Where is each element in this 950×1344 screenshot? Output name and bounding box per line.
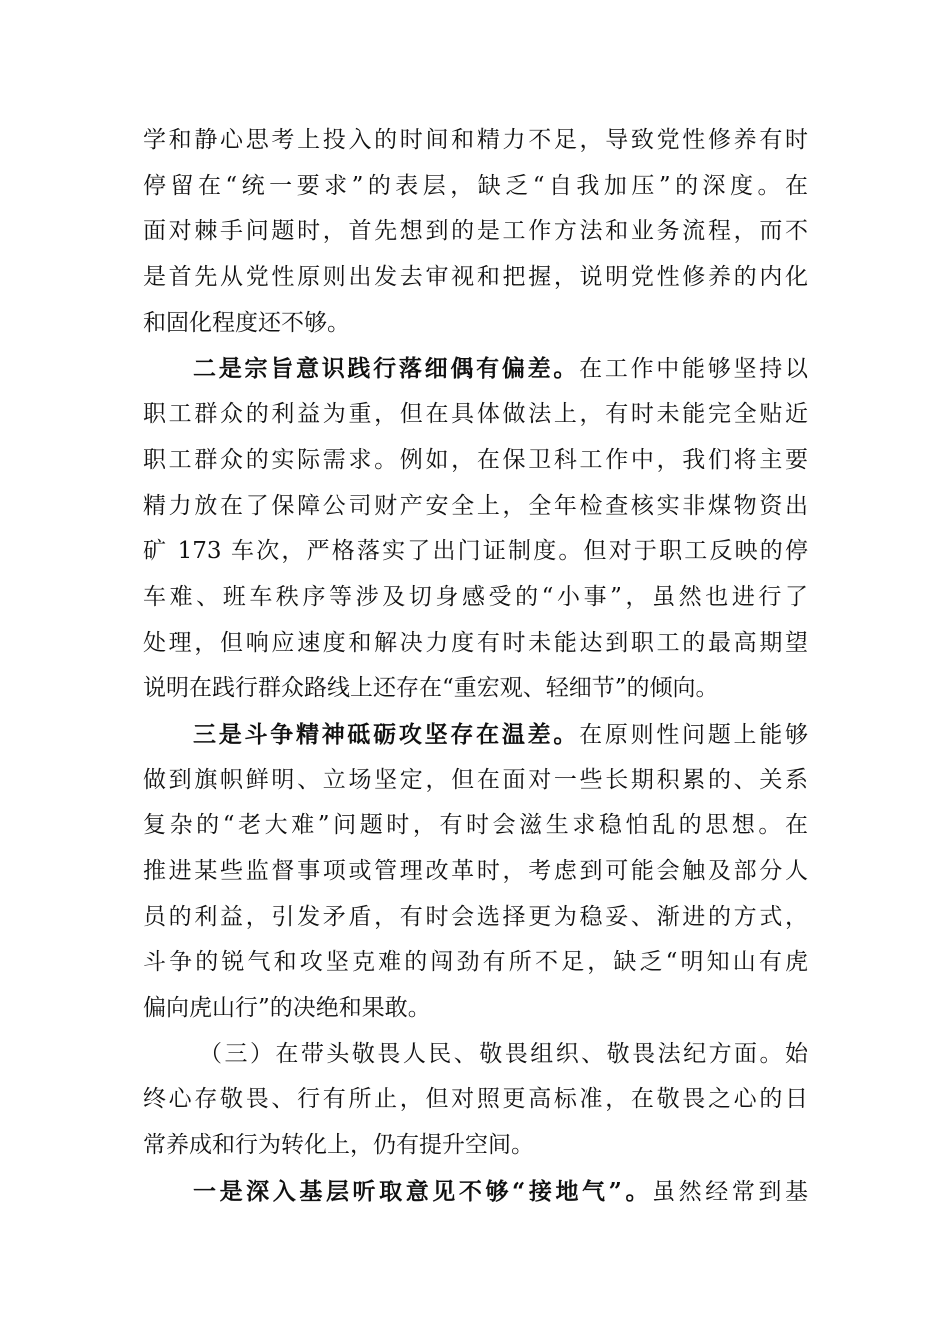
text-line: 斗争的锐气和攻坚克难的闯劲有所不足，缺乏“明知山有虎 <box>143 949 808 976</box>
text-run: 在工作中能够坚持以 <box>579 356 808 383</box>
text-line: 面对棘手问题时，首先想到的是工作方法和业务流程，而不 <box>143 218 808 245</box>
text-line: 和固化程度还不够。 <box>143 309 350 336</box>
text-line: 精力放在了保障公司财产安全上，全年检查核实非煤物资出 <box>143 492 808 519</box>
text-line: 矿 173 车次，严格落实了出门证制度。但对于职工反映的停 <box>143 538 808 565</box>
paragraph-heading: 二是宗旨意识践行落细偶有偏差。 <box>193 355 580 383</box>
text-line: 停留在“统一要求”的表层，缺乏“自我加压”的深度。在 <box>143 172 808 199</box>
text-run: 在原则性问题上能够 <box>579 721 808 748</box>
text-line: 终心存敬畏、行有所止，但对照更高标准，在敬畏之心的日 <box>143 1086 808 1113</box>
paragraph-fighting-spirit <box>143 712 808 1032</box>
text-line <box>143 1169 808 1215</box>
text-line: 推进某些监督事项或管理改革时，考虑到可能会触及部分人 <box>143 858 808 884</box>
text-line: 说明在践行群众路线上还存在“重宏观、轻细节”的倾向。 <box>143 675 719 702</box>
text-line: 职工群众的实际需求。例如，在保卫科工作中，我们将主要 <box>143 446 808 473</box>
text-line: 复杂的“老大难”问题时，有时会滋生求稳怕乱的思想。在 <box>143 812 808 839</box>
text-line: 员的利益，引发矛盾，有时会选择更为稳妥、渐进的方式， <box>143 903 808 930</box>
paragraph-heading: 一是深入基层听取意见不够“接地气”。 <box>193 1177 653 1205</box>
paragraph-party-cultivation <box>143 118 808 346</box>
text-line: 做到旗帜鲜明、立场坚定，但在面对一些长期积累的、关系 <box>143 766 808 793</box>
text-line: 职工群众的利益为重，但在具体做法上，有时未能完全贴近 <box>143 401 808 428</box>
text-line: 常养成和行为转化上，仍有提升空间。 <box>143 1132 534 1159</box>
text-line: 处理，但响应速度和解决力度有时未能达到职工的最高期望 <box>143 629 808 656</box>
paragraph-grassroots <box>143 1169 808 1215</box>
paragraph-purpose-awareness <box>143 346 808 712</box>
section-heading: （三）在带头敬畏人民、敬畏组织、敬畏法纪方面。始 <box>199 1040 808 1067</box>
paragraph-heading: 三是斗争精神砥砺攻坚存在温差。 <box>193 720 580 748</box>
text-line: 偏向虎山行”的决绝和果敢。 <box>143 995 431 1022</box>
paragraph-section-three <box>143 1032 808 1169</box>
document-body <box>143 118 808 1215</box>
text-line <box>143 712 808 758</box>
text-run: 虽然经常到基 <box>652 1178 808 1205</box>
text-line: 是首先从党性原则出发去审视和把握，说明党性修养的内化 <box>143 264 808 291</box>
text-line: 学和静心思考上投入的时间和精力不足，导致党性修养有时 <box>143 127 808 153</box>
text-line <box>143 346 808 392</box>
text-line: 车难、班车秩序等涉及切身感受的“小事”，虽然也进行了 <box>143 583 808 610</box>
